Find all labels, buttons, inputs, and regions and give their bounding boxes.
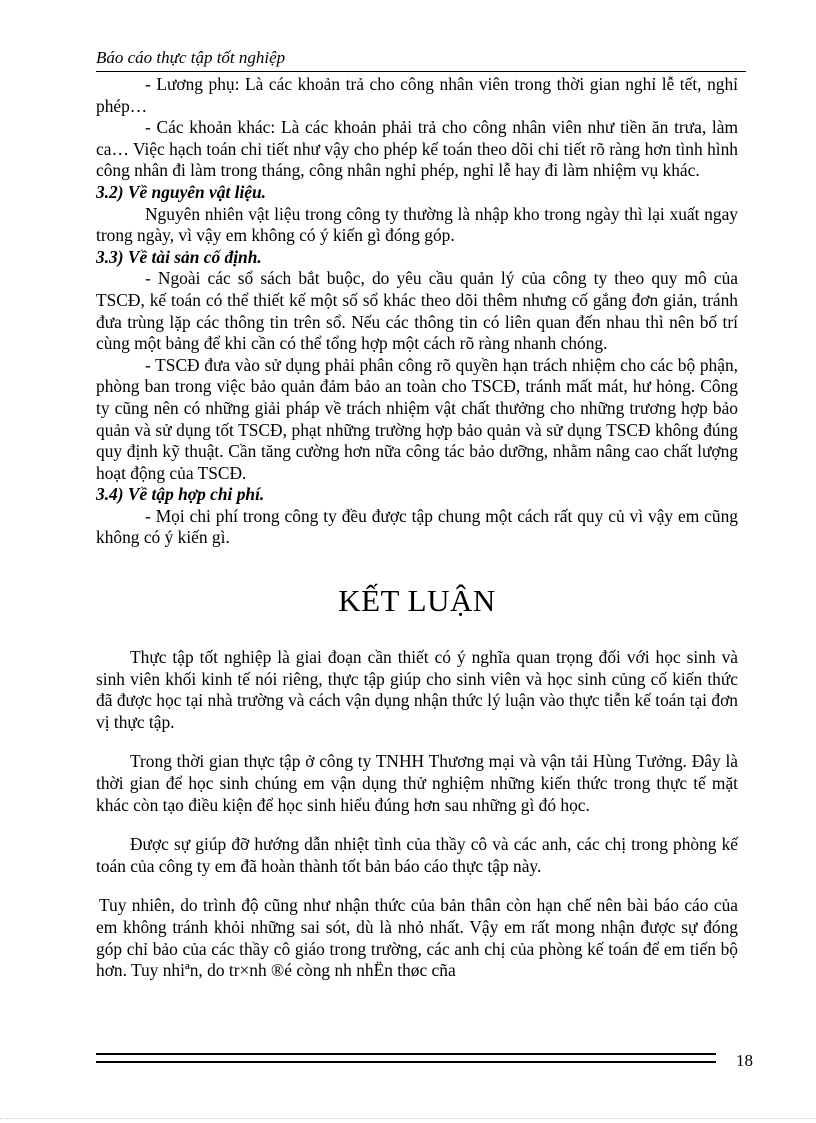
conclusion-title: KẾT LUẬN (338, 583, 496, 619)
paragraph-tscd-so-sach: - Ngoài các sổ sách bắt buộc, do yêu cầu quản lý của công ty theo quy mô của TSCĐ, kế toán có thể thiết kế một số sổ khác theo dõi thêm nhưng cố gắng đơn giản, tránh đưa trùng lặp các thông tin trên sổ. Nếu các thông tin có liên quan đến nhau thì nên bố trí cùng một bảng để khi cần có thể tổng hợp một cách rõ ràng nhanh chóng. (96, 268, 738, 354)
page-number: 18 (736, 1051, 753, 1070)
footer-double-rule (96, 1053, 716, 1063)
paragraph-nguyen-vat-lieu: Nguyên nhiên vật liệu trong công ty thường là nhập kho trong ngày thì lại xuất ngay trong ngày, vì vậy em không có ý kiến gì đóng góp. (96, 203, 738, 246)
paragraph-luong-phu: - Lương phụ: Là các khoản trả cho công nhân viên trong thời gian nghỉ lễ tết, nghỉ phép… (96, 74, 738, 116)
paragraph-cac-khoan-khac: - Các khoản khác: Là các khoản phải trả cho công nhân viên như tiền ăn trưa, làm ca… Việc hạch toán chi tiết như vậy cho phép kế toán theo dõi chi tiết rõ ràng hơn tình hình công nhân đi làm trong tháng, công nhân nghỉ phép, nghỉ lễ hay đi làm nhiệm vụ khác. (96, 117, 738, 181)
conclusion-paragraph-2: Trong thời gian thực tập ở công ty TNHH Thương mại và vận tải Hùng Tưởng. Đây là thời gian để học sinh chúng em vận dụng thử nghiệm những kiến thức trong thực tế mặt khác còn tạo điều kiện để học sinh hiểu đúng hơn sau những gì đó học. (96, 751, 738, 815)
running-header: Báo cáo thực tập tốt nghiệp (96, 46, 746, 72)
paragraph-tscd-su-dung: - TSCĐ đưa vào sử dụng phải phân công rõ quyền hạn trách nhiệm cho các bộ phận, phòng ban trong việc bảo quản đảm bảo an toàn cho TSCĐ, tránh mất mát, hư hỏng. Công ty cũng nên có những giải pháp về trách nhiệm vật chất thưởng cho những trương hợp bảo quản và sử dụng tốt TSCĐ, phạt những trường hợp bảo quản và sử dụng TSCĐ không đúng quy định kỹ thuật. Cần tăng cường hơn nữa công tác bảo dưỡng, nhằm nâng cao chất lượng hoạt động của TSCĐ. (96, 354, 738, 483)
section-heading-3-4: 3.4) Về tập hợp chi phí. (96, 484, 265, 505)
paragraph-chi-phi: - Mọi chi phí trong công ty đều được tập chung một cách rất quy củ vì vậy em cũng không có ý kiến gì. (96, 505, 738, 548)
conclusion-paragraph-1: Thực tập tốt nghiệp là giai đoạn cần thiết có ý nghĩa quan trọng đối với học sinh và sinh viên khối kinh tế nói riêng, thực tập giúp cho sinh viên và học sinh củng cố kiến thức đã được học tại nhà trường và cách vận dụng nhận thức lý luận vào thực tiễn kế toán tại đơn vị thực tập. (96, 647, 738, 732)
page-edge-divider (0, 1118, 816, 1119)
section-heading-3-2: 3.2) Về nguyên vật liệu. (96, 181, 267, 202)
conclusion-paragraph-3: Được sự giúp đỡ hướng dẫn nhiệt tình của thầy cô và các anh, các chị trong phòng kế toán của công ty em đã hoàn thành tốt bản báo cáo thực tập này. (96, 834, 738, 876)
conclusion-paragraph-4: Tuy nhiên, do trình độ cũng như nhận thức của bản thân còn hạn chế nên bài báo cáo của em không tránh khỏi những sai sót, dù là nhỏ nhất. Vậy em rất mong nhận được sự đóng góp chỉ bảo của các thầy cô giáo trong trường, các anh chị của phòng kế toán để em tiến bộ hơn. Tuy nhiªn, do tr×nh ®é còng nh nhËn thøc cña (96, 895, 738, 981)
section-heading-3-3: 3.3) Về tài sản cố định. (96, 246, 262, 267)
page-content (96, 74, 738, 982)
